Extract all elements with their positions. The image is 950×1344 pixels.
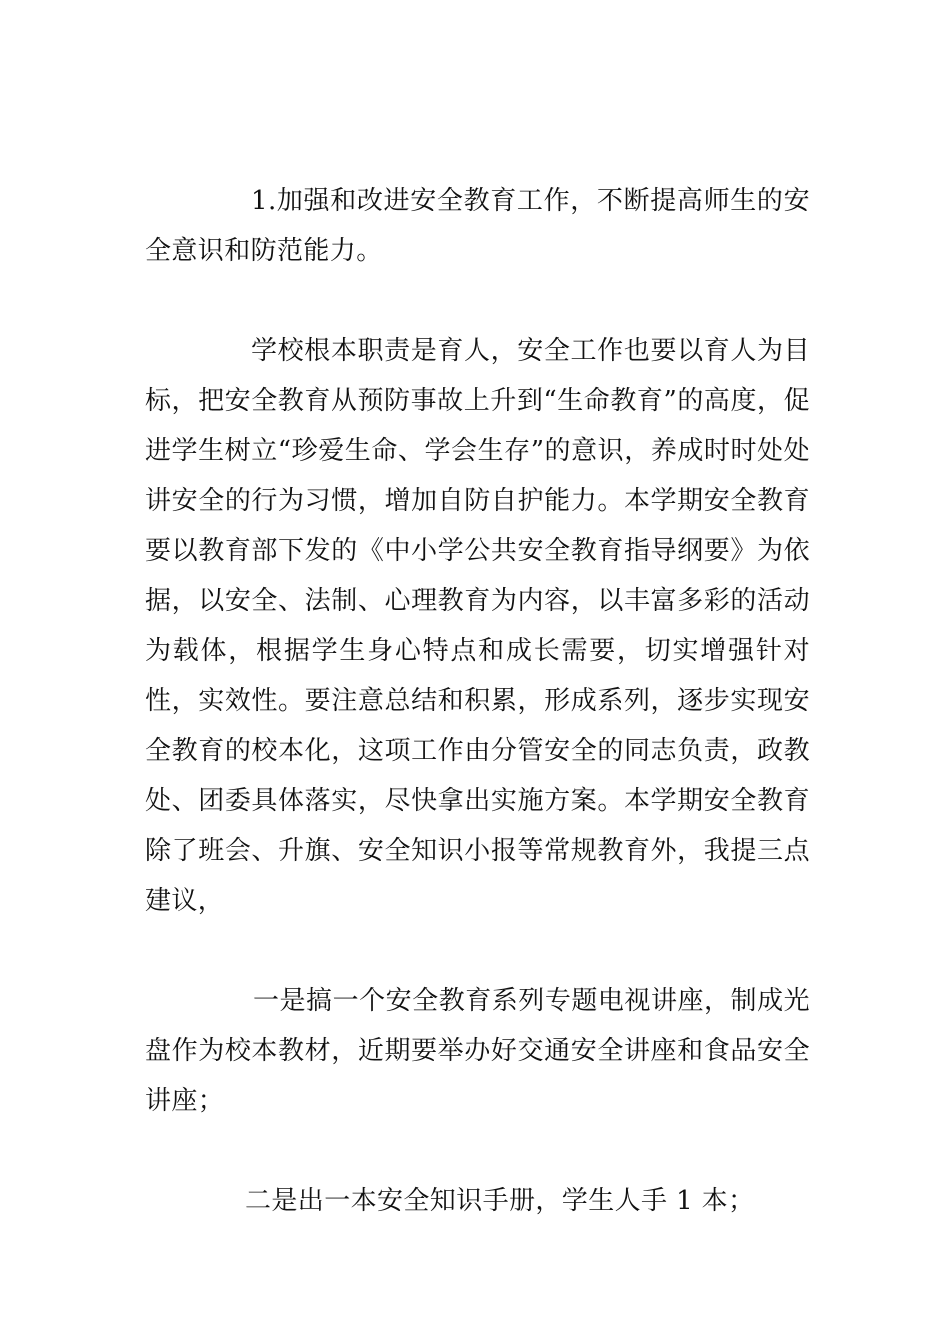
paragraph-body: 学校根本职责是育人，安全工作也要以育人为目标，把安全教育从预防事故上升到“生命教育”的高度，促进学生树立“珍爱生命、学会生存”的意识，养成时时处处讲安全的行为习惯，增加自防自护能力。本学期安全教育要以教育部下发的《中小学公共安全教育指导纲要》为依据，以安全、法制、心理教育为内容，以丰富多彩的活动为载体，根据学生身心特点和成长需要，切实增强针对性，实效性。要注意总结和积累，形成系列，逐步实现安全教育的校本化，这项工作由分管安全的同志负责，政教处、团委具体落实，尽快拿出实施方案。本学期安全教育除了班会、升旗、安全知识小报等常规教育外，我提三点建议，: [145, 336, 810, 916]
paragraph-suggestion-2: 二是出一本安全知识手册，学生人手 1 本；: [245, 1186, 755, 1216]
paragraph-suggestion-1: 一是搞一个安全教育系列专题电视讲座，制成光盘作为校本教材，近期要举办好交通安全讲座和食品安全讲座；: [145, 986, 810, 1116]
paragraph-heading-1: 1.加强和改进安全教育工作，不断提高师生的安全意识和防范能力。: [145, 186, 810, 266]
